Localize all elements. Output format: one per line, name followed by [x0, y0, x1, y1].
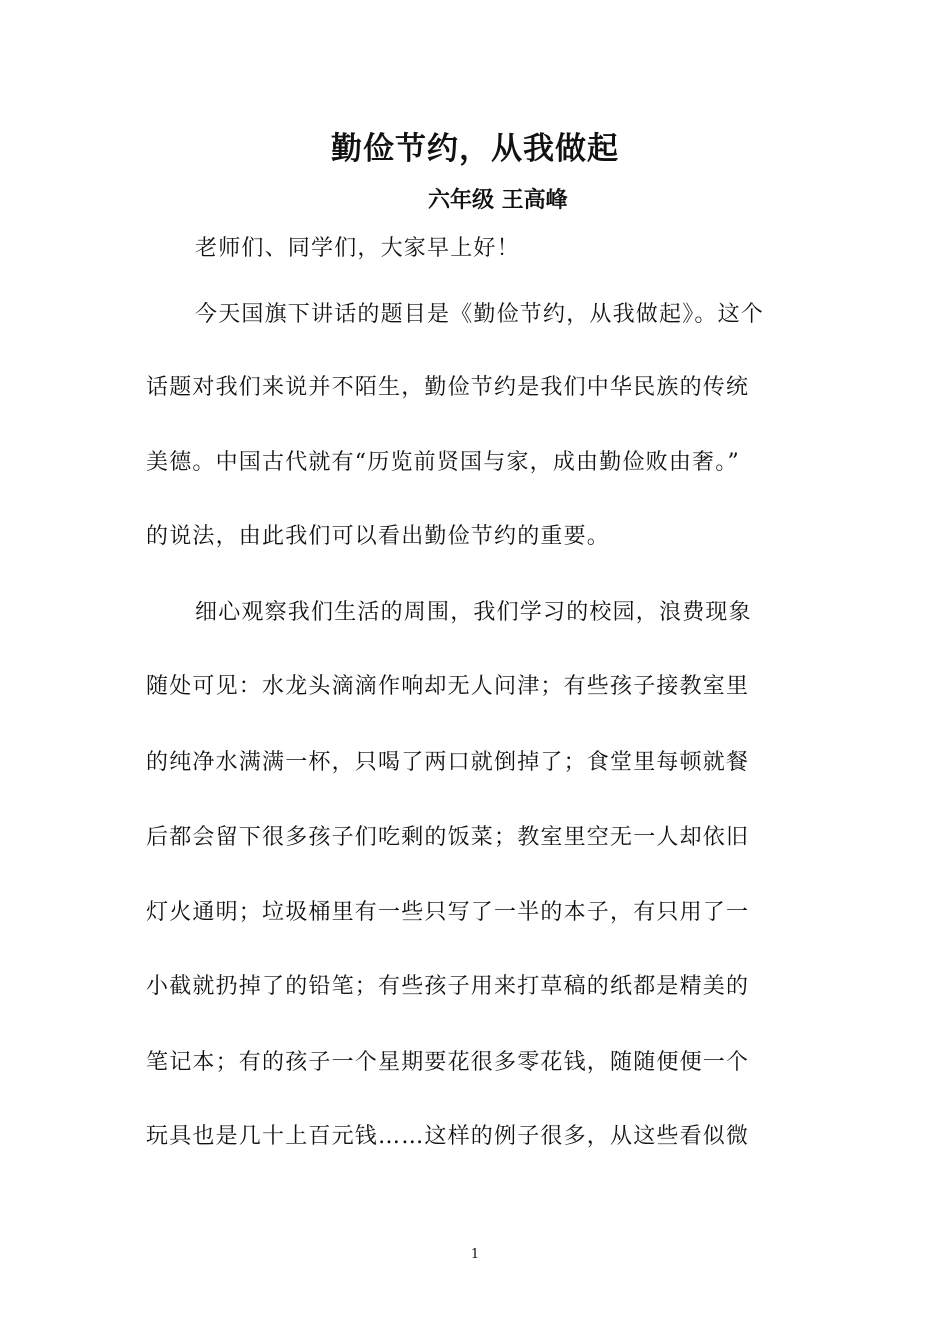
paragraph-line: 美德。中国古代就有“历览前贤国与家，成由勤俭败由奢。” [146, 450, 740, 475]
paragraph-line: 话题对我们来说并不陌生，勤俭节约是我们中华民族的传统 [146, 375, 750, 400]
paragraph-line: 笔记本；有的孩子一个星期要花很多零花钱，随随便便一个 [146, 1050, 750, 1075]
paragraph-line: 的纯净水满满一杯，只喝了两口就倒掉了；食堂里每顿就餐 [146, 750, 750, 775]
greeting-line: 老师们、同学们，大家早上好！ [195, 236, 520, 261]
paragraph-line: 随处可见：水龙头滴滴作响却无人问津；有些孩子接教室里 [146, 674, 750, 699]
author-line: 六年级 王高峰 [428, 188, 568, 213]
page-number: 1 [470, 1247, 480, 1262]
paragraph-line: 后都会留下很多孩子们吃剩的饭菜；教室里空无一人却依旧 [146, 825, 750, 850]
paragraph-line: 细心观察我们生活的周围，我们学习的校园，浪费现象 [195, 600, 752, 625]
paragraph-line: 今天国旗下讲话的题目是《勤俭节约，从我做起》。这个 [195, 302, 765, 327]
paragraph-line: 小截就扔掉了的铅笔；有些孩子用来打草稿的纸都是精美的 [146, 974, 750, 999]
document-title: 勤俭节约，从我做起 [331, 131, 619, 167]
paragraph-line: 灯火通明；垃圾桶里有一些只写了一半的本子，有只用了一 [146, 900, 750, 925]
paragraph-line: 玩具也是几十上百元钱……这样的例子很多，从这些看似微 [146, 1124, 750, 1149]
paragraph-line: 的说法，由此我们可以看出勤俭节约的重要。 [146, 524, 611, 549]
